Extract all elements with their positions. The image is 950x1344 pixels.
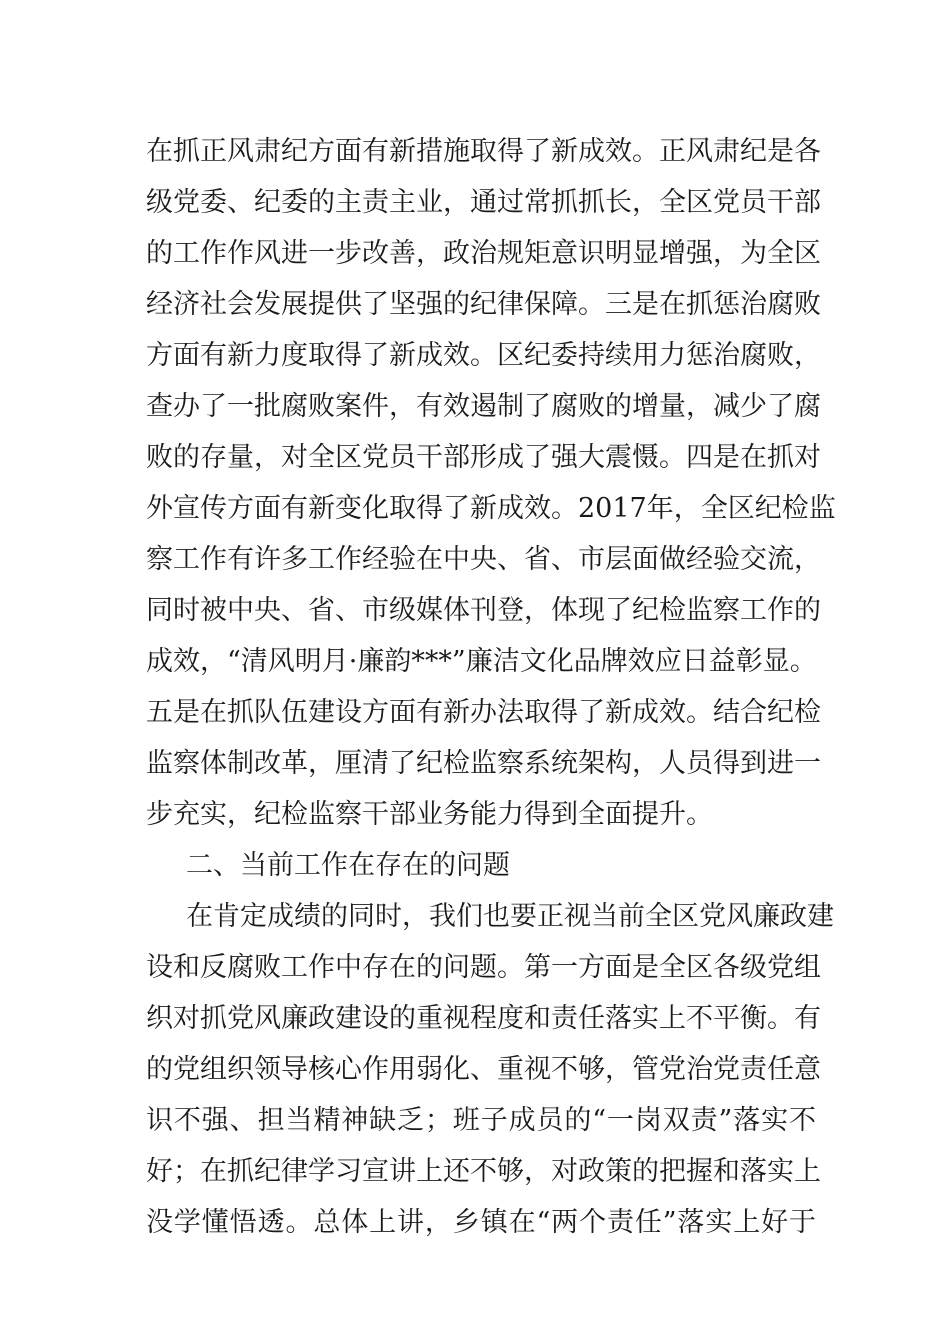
- text-line: 外宣传方面有新变化取得了新成效。2017年，全区纪检监: [146, 493, 836, 524]
- text-line: 败的存量，对全区党员干部形成了强大震慑。四是在抓对: [146, 442, 821, 473]
- text-line: 察工作有许多工作经验在中央、省、市层面做经验交流，: [146, 544, 821, 575]
- text-line: 方面有新力度取得了新成效。区纪委持续用力惩治腐败，: [146, 340, 821, 371]
- text-line: 同时被中央、省、市级媒体刊登，体现了纪检监察工作的: [146, 595, 821, 626]
- text-line: 监察体制改革，厘清了纪检监察系统架构，人员得到进一: [146, 748, 821, 779]
- paragraph-first-line: 在肯定成绩的同时，我们也要正视当前全区党风廉政建: [186, 901, 834, 932]
- paragraph-end-line: 步充实，纪检监察干部业务能力得到全面提升。: [146, 799, 713, 830]
- text-line: 五是在抓队伍建设方面有新办法取得了新成效。结合纪检: [146, 697, 821, 728]
- text-line: 查办了一批腐败案件，有效遏制了腐败的增量，减少了腐: [146, 391, 821, 422]
- text-line: 的工作作风进一步改善，政治规矩意识明显增强，为全区: [146, 238, 821, 269]
- text-line: 织对抓党风廉政建设的重视程度和责任落实上不平衡。有: [146, 1003, 821, 1034]
- text-line: 没学懂悟透。总体上讲，乡镇在“两个责任”落实上好于: [146, 1207, 816, 1238]
- text-line: 在抓正风肃纪方面有新措施取得了新成效。正风肃纪是各: [146, 136, 821, 167]
- text-line: 设和反腐败工作中存在的问题。第一方面是全区各级党组: [146, 952, 821, 983]
- text-line: 级党委、纪委的主责主业，通过常抓抓长，全区党员干部: [146, 187, 821, 218]
- text-line: 成效，“清风明月·廉韵***”廉洁文化品牌效应日益彰显。: [146, 646, 817, 677]
- section-heading: 二、当前工作在存在的问题: [186, 850, 510, 881]
- text-line: 识不强、担当精神缺乏；班子成员的“一岗双责”落实不: [146, 1105, 816, 1136]
- text-line: 经济社会发展提供了坚强的纪律保障。三是在抓惩治腐败: [146, 289, 821, 320]
- document-body: [146, 126, 836, 1248]
- text-line: 的党组织领导核心作用弱化、重视不够，管党治党责任意: [146, 1054, 821, 1085]
- text-line: 好；在抓纪律学习宣讲上还不够，对政策的把握和落实上: [146, 1156, 821, 1187]
